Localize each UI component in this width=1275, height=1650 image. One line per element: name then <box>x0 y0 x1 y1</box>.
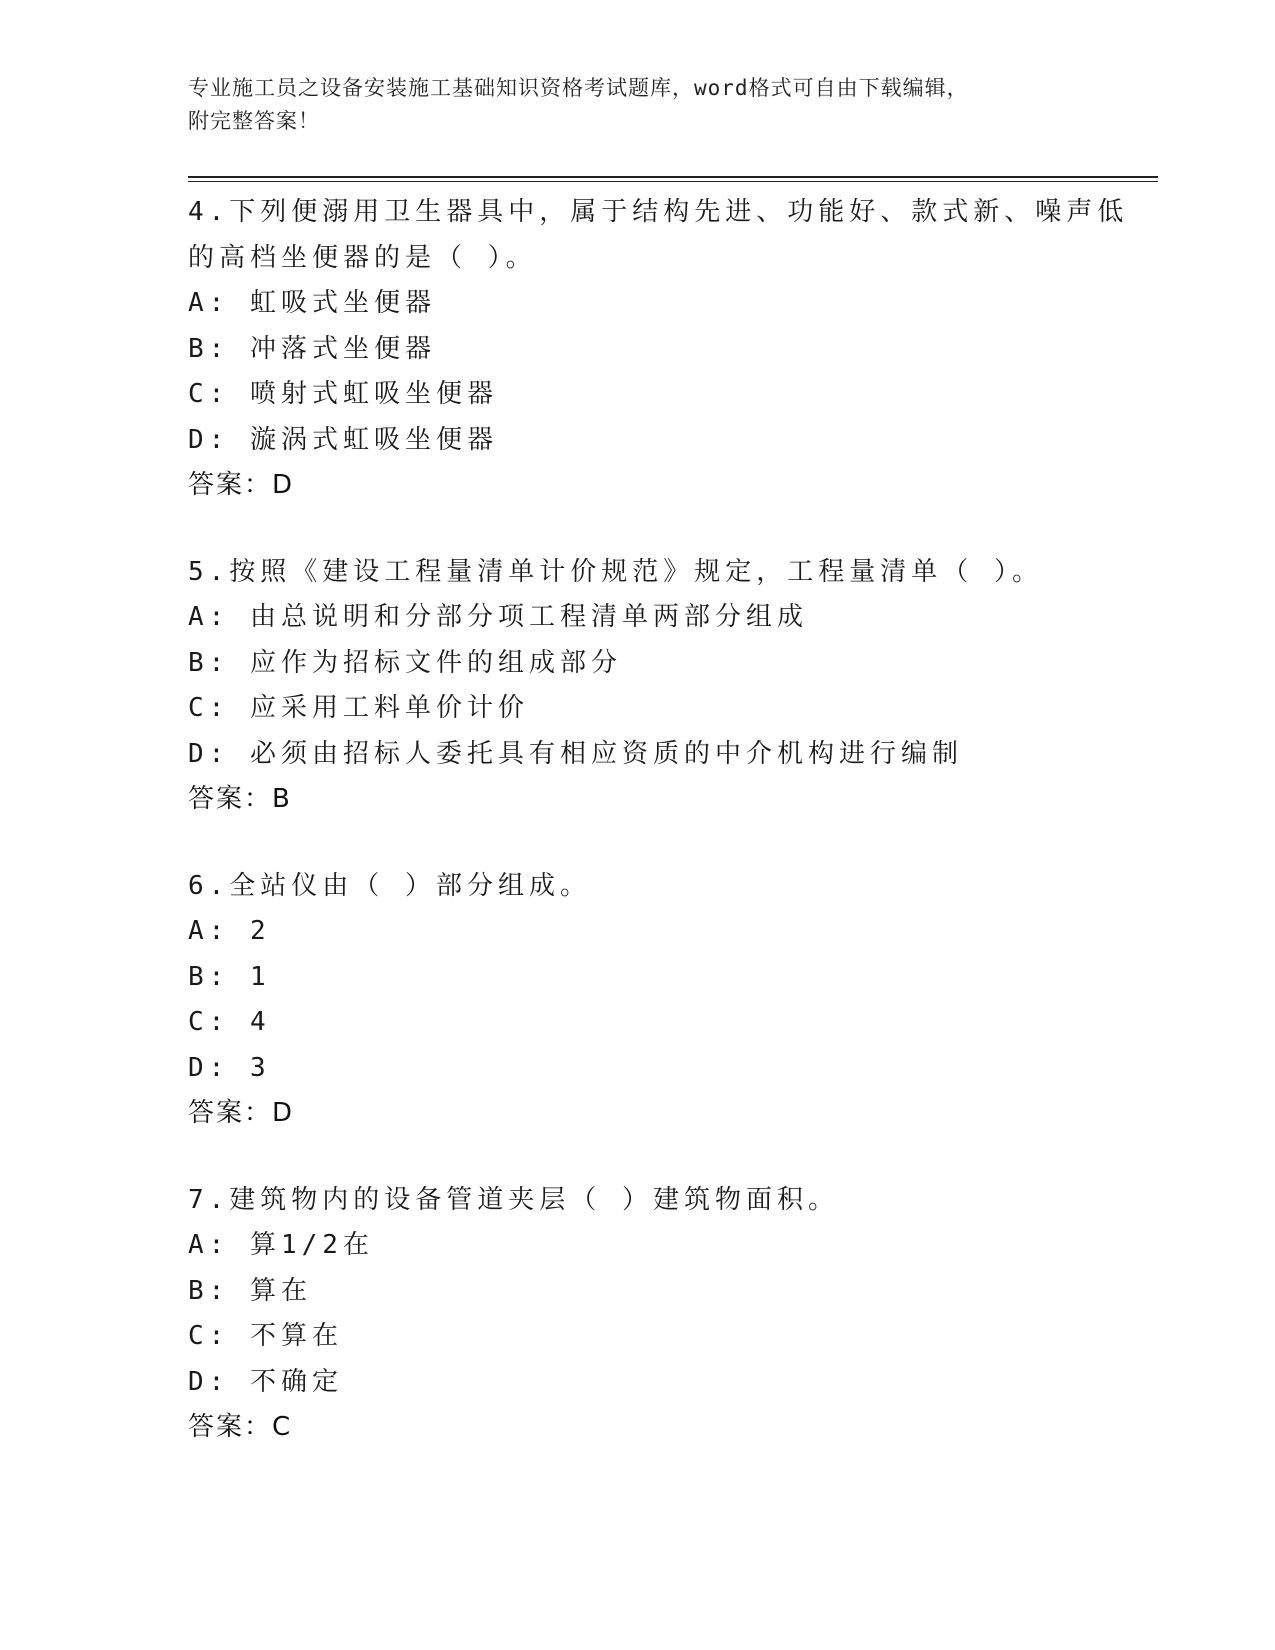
question-7 <box>188 1178 1148 1451</box>
option-b: B: 算在 <box>188 1275 312 1306</box>
answer-label: 答案：D <box>188 470 295 500</box>
option-c: C: 喷射式虹吸坐便器 <box>188 379 498 409</box>
question-stem-continued: 的高档坐便器的是（ ）。 <box>188 242 537 273</box>
header-divider-thick <box>188 176 1158 178</box>
question-list <box>188 190 1148 1492</box>
question-stem: 7.建筑物内的设备管道夹层（ ）建筑物面积。 <box>188 1184 839 1215</box>
question-stem: 5.按照《建设工程量清单计价规范》规定，工程量清单（ ）。 <box>188 556 1043 587</box>
option-b: B: 冲落式坐便器 <box>188 333 436 364</box>
option-c: C: 4 <box>188 1007 271 1037</box>
header-line-1: 专业施工员之设备安装施工基础知识资格考试题库，word格式可自由下载编辑， <box>188 76 969 100</box>
header-divider-thin <box>188 181 1158 182</box>
answer-label: 答案：B <box>188 784 292 814</box>
option-c: C: 应采用工料单价计价 <box>188 693 529 723</box>
question-stem: 6.全站仪由（ ）部分组成。 <box>188 870 591 901</box>
option-d: D: 漩涡式虹吸坐便器 <box>188 424 498 455</box>
document-header <box>188 72 1088 138</box>
option-d: D: 不确定 <box>188 1366 343 1397</box>
question-stem: 4.下列便溺用卫生器具中，属于结构先进、功能好、款式新、噪声低 <box>188 197 1129 227</box>
header-line-2: 附完整答案！ <box>188 109 320 133</box>
question-6 <box>188 864 1148 1137</box>
answer-label: 答案：C <box>188 1412 293 1442</box>
question-4 <box>188 190 1148 509</box>
option-b: B: 1 <box>188 961 271 992</box>
option-b: B: 应作为招标文件的组成部分 <box>188 647 622 678</box>
option-d: D: 3 <box>188 1052 271 1083</box>
option-c: C: 不算在 <box>188 1321 343 1351</box>
question-5 <box>188 550 1148 823</box>
option-a: A: 算1/2在 <box>188 1230 374 1260</box>
option-a: A: 由总说明和分部分项工程清单两部分组成 <box>188 602 808 632</box>
option-d: D: 必须由招标人委托具有相应资质的中介机构进行编制 <box>188 738 963 769</box>
option-a: A: 虹吸式坐便器 <box>188 288 436 318</box>
answer-label: 答案：D <box>188 1098 295 1128</box>
option-a: A: 2 <box>188 916 271 946</box>
